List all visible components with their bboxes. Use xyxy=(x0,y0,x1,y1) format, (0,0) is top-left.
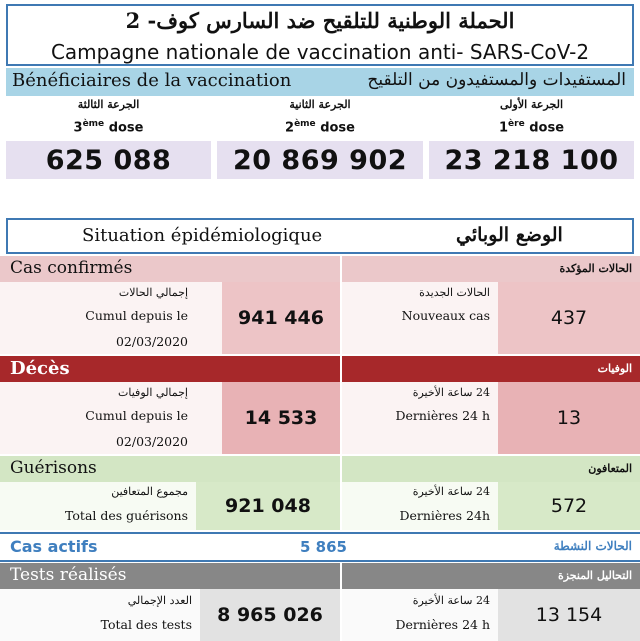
dose-label-ar: الجرعة الأولى xyxy=(499,98,564,111)
tests-last-value: 13 154 xyxy=(498,589,640,641)
tests-header xyxy=(0,563,640,589)
deaths-cumul-date: 02/03/2020 xyxy=(115,434,188,449)
deaths-cumul-label-ar: إجمالي الوفيات xyxy=(118,386,188,399)
confirmed-cumul-label-ar: إجمالي الحالات xyxy=(118,286,188,299)
deaths-header xyxy=(0,356,640,382)
recoveries-total-label-fr: Total des guérisons xyxy=(65,508,188,523)
deaths-last-label-fr: Dernières 24 h xyxy=(395,408,490,423)
tests-title-ar: التحاليل المنجزة xyxy=(557,569,632,582)
beneficiaries-label-ar: المستفيدات والمستفيدون من التلقيح xyxy=(367,70,626,90)
dose-column-first xyxy=(429,98,634,179)
beneficiaries-label-fr: Bénéficiaires de la vaccination xyxy=(12,70,292,91)
deaths-title-fr: Décès xyxy=(10,358,70,379)
tests-last-labels xyxy=(342,589,498,641)
dose-label-ar: الجرعة الثالثة xyxy=(77,98,140,111)
campaign-title-ar: الحملة الوطنية للتلقيح ضد السارس كوف- 2 xyxy=(125,8,515,33)
dose-value: 23 218 100 xyxy=(429,141,634,179)
confirmed-cumul-label-fr: Cumul depuis le xyxy=(85,308,188,323)
confirmed-title-ar: الحالات المؤكدة xyxy=(559,262,632,275)
dose-label-ar: الجرعة الثانية xyxy=(289,98,351,111)
recoveries-total-labels xyxy=(0,482,196,530)
situation-label-ar: الوضع الوبائي xyxy=(456,224,563,246)
tests-total-value: 8 965 026 xyxy=(200,589,340,641)
tests-total-labels xyxy=(0,589,200,641)
deaths-cumul-label-fr: Cumul depuis le xyxy=(85,408,188,423)
recoveries-header xyxy=(0,456,640,482)
deaths-title-ar: الوفيات xyxy=(597,362,632,375)
confirmed-new-label-fr: Nouveaux cas xyxy=(401,308,490,323)
confirmed-cumul-value: 941 446 xyxy=(222,282,340,354)
situation-label-fr: Situation épidémiologique xyxy=(82,225,323,246)
confirmed-header xyxy=(0,256,640,282)
confirmed-title-fr: Cas confirmés xyxy=(10,258,133,278)
dose-label-fr: 2ème dose xyxy=(285,119,355,136)
campaign-banner xyxy=(6,4,634,66)
deaths-last-labels xyxy=(342,382,498,454)
recoveries-total-value: 921 048 xyxy=(196,482,340,530)
recoveries-last-labels xyxy=(342,482,498,530)
confirmed-cumul-date: 02/03/2020 xyxy=(115,334,188,349)
campaign-title-fr: Campagne nationale de vaccination anti- SARS-CoV-2 xyxy=(50,40,590,64)
recoveries-title-fr: Guérisons xyxy=(10,458,97,478)
dose-column-second xyxy=(217,98,423,179)
confirmed-new-labels xyxy=(342,282,498,354)
recoveries-last-label-ar: 24 ساعة الأخيرة xyxy=(412,485,490,498)
dose-label-fr: 1ère dose xyxy=(498,119,565,136)
active-cases-title-fr: Cas actifs xyxy=(10,537,98,556)
confirmed-cumul-labels xyxy=(0,282,222,354)
confirmed-new-value: 437 xyxy=(498,282,640,354)
deaths-last-label-ar: 24 ساعة الأخيرة xyxy=(412,386,490,399)
tests-total-label-fr: Total des tests xyxy=(100,617,192,632)
confirmed-new-label-ar: الحالات الجديدة xyxy=(419,286,490,299)
beneficiaries-header xyxy=(6,68,634,96)
deaths-cumul-labels xyxy=(0,382,222,454)
dose-value: 20 869 902 xyxy=(217,141,423,179)
dose-column-third xyxy=(6,98,211,179)
tests-last-label-ar: 24 ساعة الأخيرة xyxy=(412,594,490,607)
deaths-cumul-value: 14 533 xyxy=(222,382,340,454)
recoveries-total-label-ar: مجموع المتعافين xyxy=(111,485,188,498)
situation-header xyxy=(6,218,634,254)
tests-total-label-ar: العدد الإجمالي xyxy=(127,594,192,607)
active-cases-title-ar: الحالات النشطة xyxy=(553,539,632,553)
recoveries-last-label-fr: Dernières 24h xyxy=(399,508,490,523)
tests-title-fr: Tests réalisés xyxy=(10,565,127,585)
active-cases-value: 5 865 xyxy=(300,538,347,556)
recoveries-title-ar: المتعافون xyxy=(588,462,632,475)
deaths-last-value: 13 xyxy=(498,382,640,454)
dose-label-fr: 3ème dose xyxy=(73,119,144,136)
dose-value: 625 088 xyxy=(6,141,211,179)
active-cases-row xyxy=(0,532,640,562)
tests-last-label-fr: Dernières 24 h xyxy=(395,617,490,632)
recoveries-last-value: 572 xyxy=(498,482,640,530)
